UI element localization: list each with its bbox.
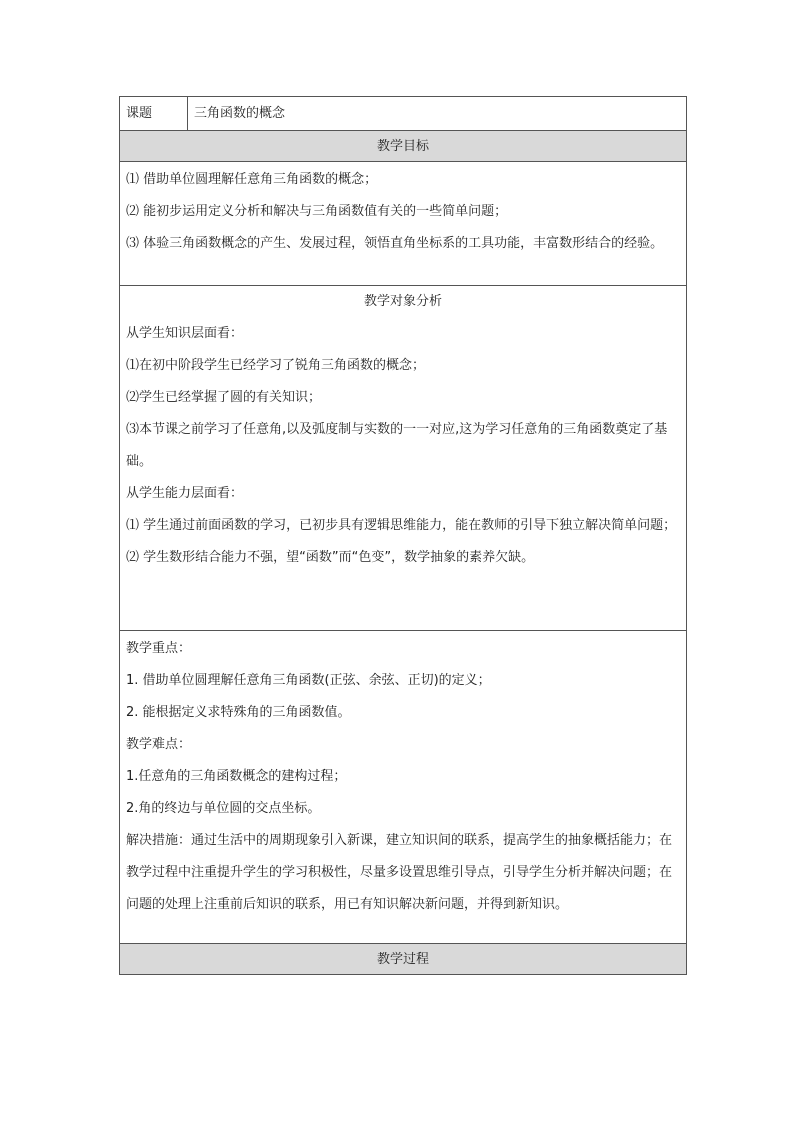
course-title: 三角函数的概念 — [194, 106, 286, 121]
difficulty-item: 2.角的终边与单位圆的交点坐标。 — [126, 801, 321, 816]
solution-text: 解决措施：通过生活中的周期现象引入新课，建立知识间的联系，提高学生的抽象概括能力；在教学过程中注重提升学生的学习积极性，尽量多设置思维引导点，引导学生分析并解决问题；在问题的处理上注重前后知识的联系，用已有知识解决新问题，并得到新知识。 — [126, 833, 673, 912]
ability-heading: 从学生能力层面看： — [126, 486, 244, 501]
analysis-heading: 教学对象分析 — [363, 294, 442, 309]
difficulty-item: 1.任意角的三角函数概念的建构过程； — [126, 769, 347, 784]
ability-item: ⑴ 学生通过前面函数的学习，已初步具有逻辑思维能力，能在教师的引导下独立解决简单问题； — [126, 518, 677, 533]
course-row — [120, 97, 686, 130]
knowledge-heading: 从学生知识层面看： — [126, 326, 244, 341]
goal-item: ⑶ 体验三角函数概念的产生、发展过程，领悟直角坐标系的工具功能，丰富数形结合的经验。 — [126, 236, 664, 251]
knowledge-item: ⑵学生已经掌握了圆的有关知识； — [126, 390, 322, 405]
difficulty-heading: 教学难点： — [126, 737, 192, 752]
knowledge-item: ⑴在初中阶段学生已经学习了锐角三角函数的概念； — [126, 358, 426, 373]
focus-heading: 教学重点： — [126, 641, 192, 656]
knowledge-item: ⑶本节课之前学习了任意角,以及弧度制与实数的一一对应,这为学习任意角的三角函数奠定了基础。 — [126, 422, 668, 469]
focus-item: 1. 借助单位圆理解任意角三角函数(正弦、余弦、正切)的定义； — [126, 673, 491, 688]
goals-section — [120, 161, 686, 285]
focus-item: 2. 能根据定义求特殊角的三角函数值。 — [126, 705, 351, 720]
goals-heading: 教学目标 — [120, 130, 686, 161]
goal-item: ⑵ 能初步运用定义分析和解决与三角函数值有关的一些简单问题； — [126, 204, 508, 219]
goal-item: ⑴ 借助单位圆理解任意角三角函数的概念； — [126, 172, 378, 187]
ability-item: ⑵ 学生数形结合能力不强，望“函数”而“色变”，数学抽象的素养欠缺。 — [126, 550, 535, 565]
lesson-plan-table — [119, 96, 687, 975]
analysis-section — [120, 285, 686, 630]
process-heading: 教学过程 — [120, 943, 686, 974]
course-label: 课题 — [120, 97, 188, 130]
keypoints-section — [120, 630, 686, 943]
